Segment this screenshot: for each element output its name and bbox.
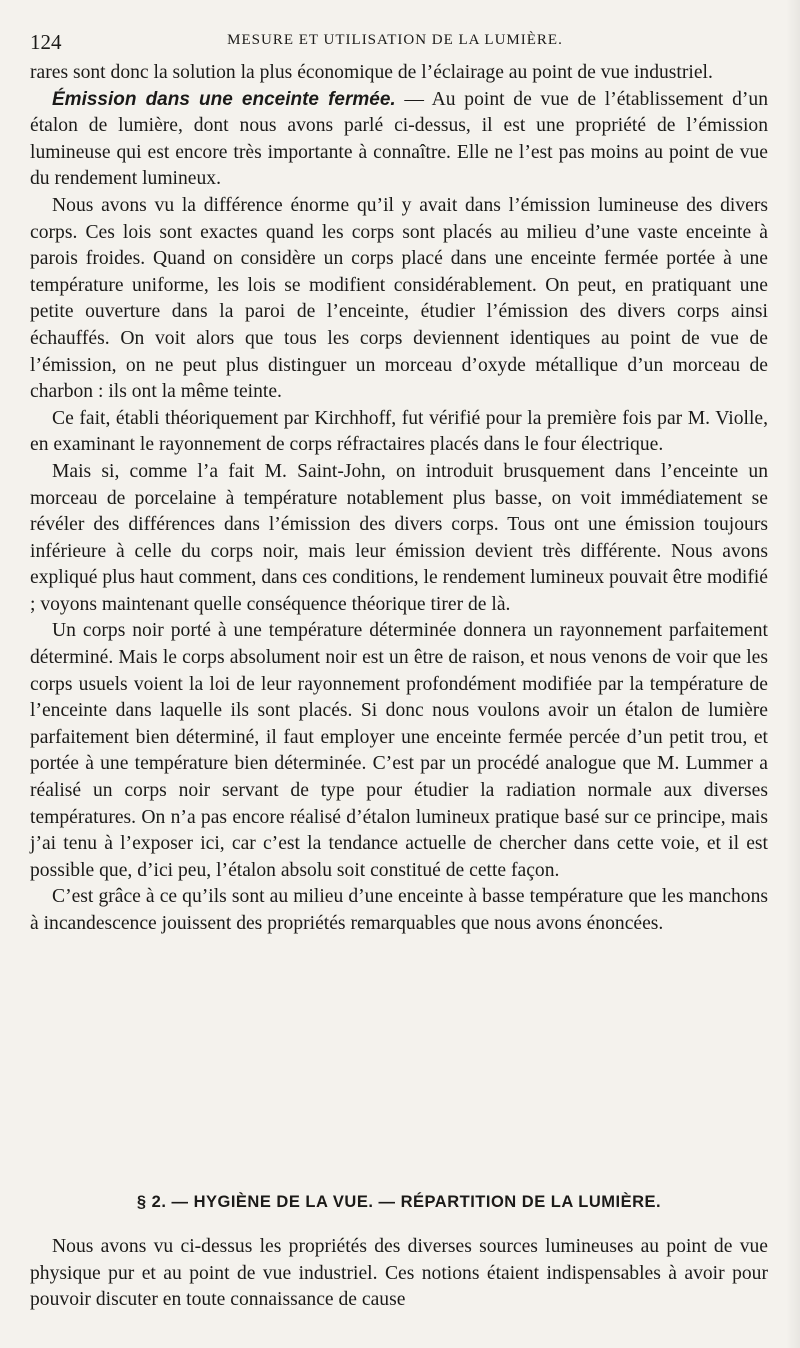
paragraph-2 bbox=[30, 87, 768, 193]
section-paragraph: Nous avons vu ci-dessus les propriétés des diverses sources lumineuses au point de vue physique pur et au point de vue industriel. Ces notions étaient indispensables à avoir pour pouvoir discuter en toute connaissance de cause bbox=[30, 1236, 768, 1310]
paragraph-5: Mais si, comme l’a fait M. Saint-John, on introduit brusquement dans l’enceinte un morceau de porcelaine à température notablement plus basse, on voit immédiatement se révéler des différences dans l’émission des divers corps. Tous ont une émission toujours inférieure à celle du corps noir, mais leur émission devient très différente. Nous avons expliqué plus haut comment, dans ces conditions, le rendement lumineux pouvait être modifié ; voyons maintenant quelle conséquence théorique tirer de là. bbox=[30, 460, 768, 615]
running-title: MESURE ET UTILISATION DE LA LUMIÈRE. bbox=[227, 32, 563, 48]
body-text bbox=[30, 60, 768, 938]
page-edge-shadow bbox=[786, 0, 800, 1348]
page-header bbox=[30, 30, 760, 56]
paragraph-2-text: — Au point de vue de l’établissement d’un étalon de lumière, dont nous avons parlé ci-dessus, il est une propriété de l’émission lumineuse qui est encore très importante à connaître. Elle ne l’est pas moins au point de vue du rendement lumineux. bbox=[30, 88, 769, 190]
section-heading: § 2. — HYGIÈNE DE LA VUE. — RÉPARTITION DE LA LUMIÈRE. bbox=[136, 1193, 662, 1211]
paragraph-6: Un corps noir porté à une température déterminée donnera un rayonnement parfaitement déterminé. Mais le corps absolument noir est un être de raison, et nous venons de voir que les corps usuels voient la loi de leur rayonnement profondément modifiée par la température de l’enceinte dans laquelle ils sont placés. Si donc nous voulons avoir un étalon de lumière parfaitement bien déterminé, il faut employer une enceinte fermée percée d’un petit trou, et portée à une température bien déterminée. C’est par un procédé analogue que M. Lummer a réalisé un corps noir servant de type pour étudier la radiation normale aux diverses températures. On n’a pas encore réalisé d’étalon lumineux pratique basé sur ce principe, mais j’ai tenu à l’exposer ici, car c’est la tendance actuelle de chercher dans cette voie, et il est possible que, d’ici peu, l’étalon absolu soit constitué de cette façon. bbox=[30, 620, 768, 881]
paragraph-4: Ce fait, établi théoriquement par Kirchhoff, fut vérifié pour la première fois par M. Violle, en examinant le rayonnement de corps réfractaires placés dans le four électrique. bbox=[30, 407, 768, 456]
paragraph-7: C’est grâce à ce qu’ils sont au milieu d’une enceinte à basse température que les manchons à incandescence jouissent des propriétés remarquables que nous avons énoncées. bbox=[30, 886, 768, 934]
section-body bbox=[30, 1234, 768, 1314]
paragraph-3: Nous avons vu la différence énorme qu’il y avait dans l’émission lumineuse des divers corps. Ces lois sont exactes quand les corps sont placés au milieu d’une vaste enceinte à parois froides. Quand on considère un corps placé dans une enceinte fermée portée à une température uniforme, les lois se modifient considérablement. On peut, en pratiquant une petite ouverture dans la paroi de l’enceinte, étudier l’émission des divers corps ainsi échauffés. On voit alors que tous les corps deviennent identiques au point de vue de l’émission, on ne peut plus distinguer un morceau d’oxyde métallique d’un morceau de charbon : ils ont la même teinte. bbox=[30, 194, 768, 403]
paragraph-1: rares sont donc la solution la plus économique de l’éclairage au point de vue industriel. bbox=[30, 62, 713, 83]
run-in-heading: Émission dans une enceinte fermée. bbox=[52, 88, 396, 110]
page-number: 124 bbox=[30, 30, 62, 54]
